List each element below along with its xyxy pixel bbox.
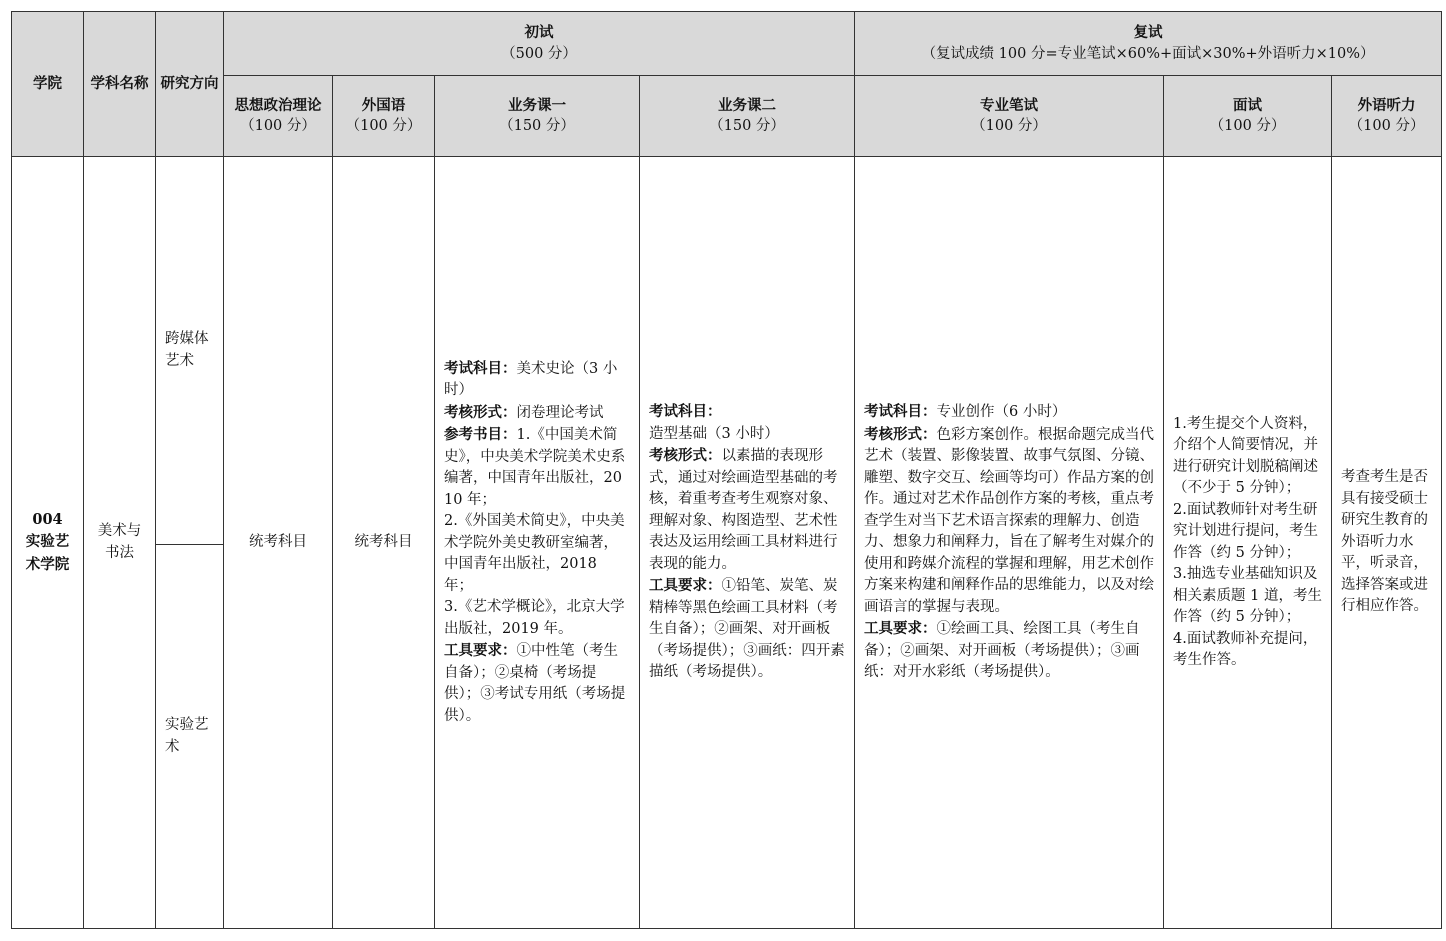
exam-subjects-table xyxy=(11,11,1442,929)
paragraph-text: 1.《中国美术简史》，中央美术学院美术史系编著，中国青年出版社，2010 年； xyxy=(444,427,626,508)
header-preliminary: 初试 （500 分） xyxy=(224,12,855,76)
cell-direction: 实验艺术 xyxy=(156,545,224,929)
paragraph-text: 3.抽选专业基础知识及相关素质题 1 道，考生作答（约 5 分钟）； xyxy=(1173,566,1322,625)
paragraph-text: 专业创作（6 小时） xyxy=(936,404,1067,421)
paragraph xyxy=(1173,564,1322,629)
header-research-direction: 研究方向 xyxy=(156,12,224,157)
paragraph-text: ①中性笔（考生自备）；②桌椅（考场提供）；③考试专用纸（考场提供）。 xyxy=(444,643,626,724)
paragraph xyxy=(444,597,630,640)
paragraph-text: 以素描的表现形式，通过对绘画造型基础的考核，着重考查考生观察对象、理解对象、构图造型、艺术性表达及运用绘画工具材料进行表现的能力。 xyxy=(649,448,838,572)
header-course-1: 业务课一 （150 分） xyxy=(435,76,640,157)
paragraph-text: 1.考生提交个人资料，介绍个人简要情况，并进行研究计划脱稿阐述（不少于 5 分钟）； xyxy=(1173,415,1319,496)
paragraph xyxy=(649,401,845,445)
paragraph-label: 工具要求： xyxy=(444,642,517,660)
paragraph-label: 考试科目： xyxy=(649,403,722,421)
header-foreign-language: 外国语 （100 分） xyxy=(333,76,435,157)
paragraph xyxy=(864,424,1154,619)
paragraph-label: 考试科目： xyxy=(864,403,937,421)
header-course-2: 业务课二 （150 分） xyxy=(640,76,855,157)
paragraph xyxy=(649,575,845,684)
paragraph xyxy=(864,618,1154,684)
cell-interview xyxy=(1164,157,1332,929)
paragraph xyxy=(444,640,630,727)
paragraph xyxy=(1173,414,1322,500)
paragraph-text: 4.面试教师补充提问，考生作答。 xyxy=(1173,630,1318,668)
paragraph-text: 3.《艺术学概论》，北京大学出版社，2019 年。 xyxy=(444,599,625,637)
paragraph-label: 参考书目： xyxy=(444,426,517,444)
paragraph xyxy=(864,401,1154,424)
cell-listening: 考查考生是否具有接受硕士研究生教育的外语听力水平，听录音，选择答案或进行相应作答。 xyxy=(1332,157,1442,929)
paragraph-text: 造型基础（3 小时） xyxy=(649,425,779,442)
paragraph-text: 2.面试教师针对考生研究计划进行提问，考生作答（约 5 分钟）； xyxy=(1173,501,1319,561)
paragraph-text: ①铅笔、炭笔、炭精棒等黑色绘画工具材料（考生自备）；②画架、对开画板（考场提供）；③画纸：四开素描纸（考场提供）。 xyxy=(649,578,845,681)
paragraph xyxy=(1173,500,1322,565)
cell-direction: 跨媒体艺术 xyxy=(156,157,224,545)
paragraph-text: 2.《外国美术简史》，中央美术学院外美史教研室编著，中国青年出版社，2018 年； xyxy=(444,513,625,594)
cell-course-2 xyxy=(640,157,855,929)
cell-course-1 xyxy=(435,157,640,929)
paragraph-label: 工具要求： xyxy=(649,577,722,595)
paragraph xyxy=(444,402,630,425)
header-written-test: 专业笔试 （100 分） xyxy=(855,76,1164,157)
header-college: 学院 xyxy=(12,12,84,157)
paragraph xyxy=(444,358,630,402)
paragraph-text: ①绘画工具、绘图工具（考生自备）；②画架、对开画板（考场提供）；③画纸：对开水彩纸（考场提供）。 xyxy=(864,621,1140,681)
cell-subject: 美术与书法 xyxy=(84,157,156,929)
paragraph-label: 考核形式： xyxy=(444,403,517,421)
cell-college: 004 实验艺术学院 xyxy=(12,157,84,929)
header-politics: 思想政治理论 （100 分） xyxy=(224,76,333,157)
paragraph xyxy=(1173,629,1322,672)
paragraph-label: 考核形式： xyxy=(864,425,937,443)
header-interview: 面试 （100 分） xyxy=(1164,76,1332,157)
header-listening: 外语听力 （100 分） xyxy=(1332,76,1442,157)
paragraph-label: 工具要求： xyxy=(864,620,937,638)
paragraph xyxy=(444,424,630,511)
paragraph-text: 美术史论（3 小时） xyxy=(444,360,618,399)
paragraph-label: 考试科目： xyxy=(444,359,517,377)
paragraph xyxy=(444,511,630,597)
header-retest: 复试 （复试成绩 100 分=专业笔试×60%+面试×30%+外语听力×10%） xyxy=(855,12,1442,76)
cell-politics: 统考科目 xyxy=(224,157,333,929)
cell-written-test xyxy=(855,157,1164,929)
paragraph-text: 色彩方案创作。根据命题完成当代艺术（装置、影像装置、故事气氛图、分镜、雕塑、数字交互、绘画等均可）作品方案的创作。通过对艺术作品创作方案的考核，重点考查学生对当下艺术语言探索的理解力、创造力、想象力和阐释力，旨在了解考生对媒介的使用和跨媒介流程的掌握和理解，用艺术创作方案来构建和阐释作品的思维能力，以及对绘画语言的掌握与表现。 xyxy=(864,426,1155,615)
paragraph xyxy=(649,445,845,575)
paragraph-label: 考核形式： xyxy=(649,447,722,465)
cell-foreign-language: 统考科目 xyxy=(333,157,435,929)
header-subject-name: 学科名称 xyxy=(84,12,156,157)
paragraph-text: 闭卷理论考试 xyxy=(516,404,604,421)
